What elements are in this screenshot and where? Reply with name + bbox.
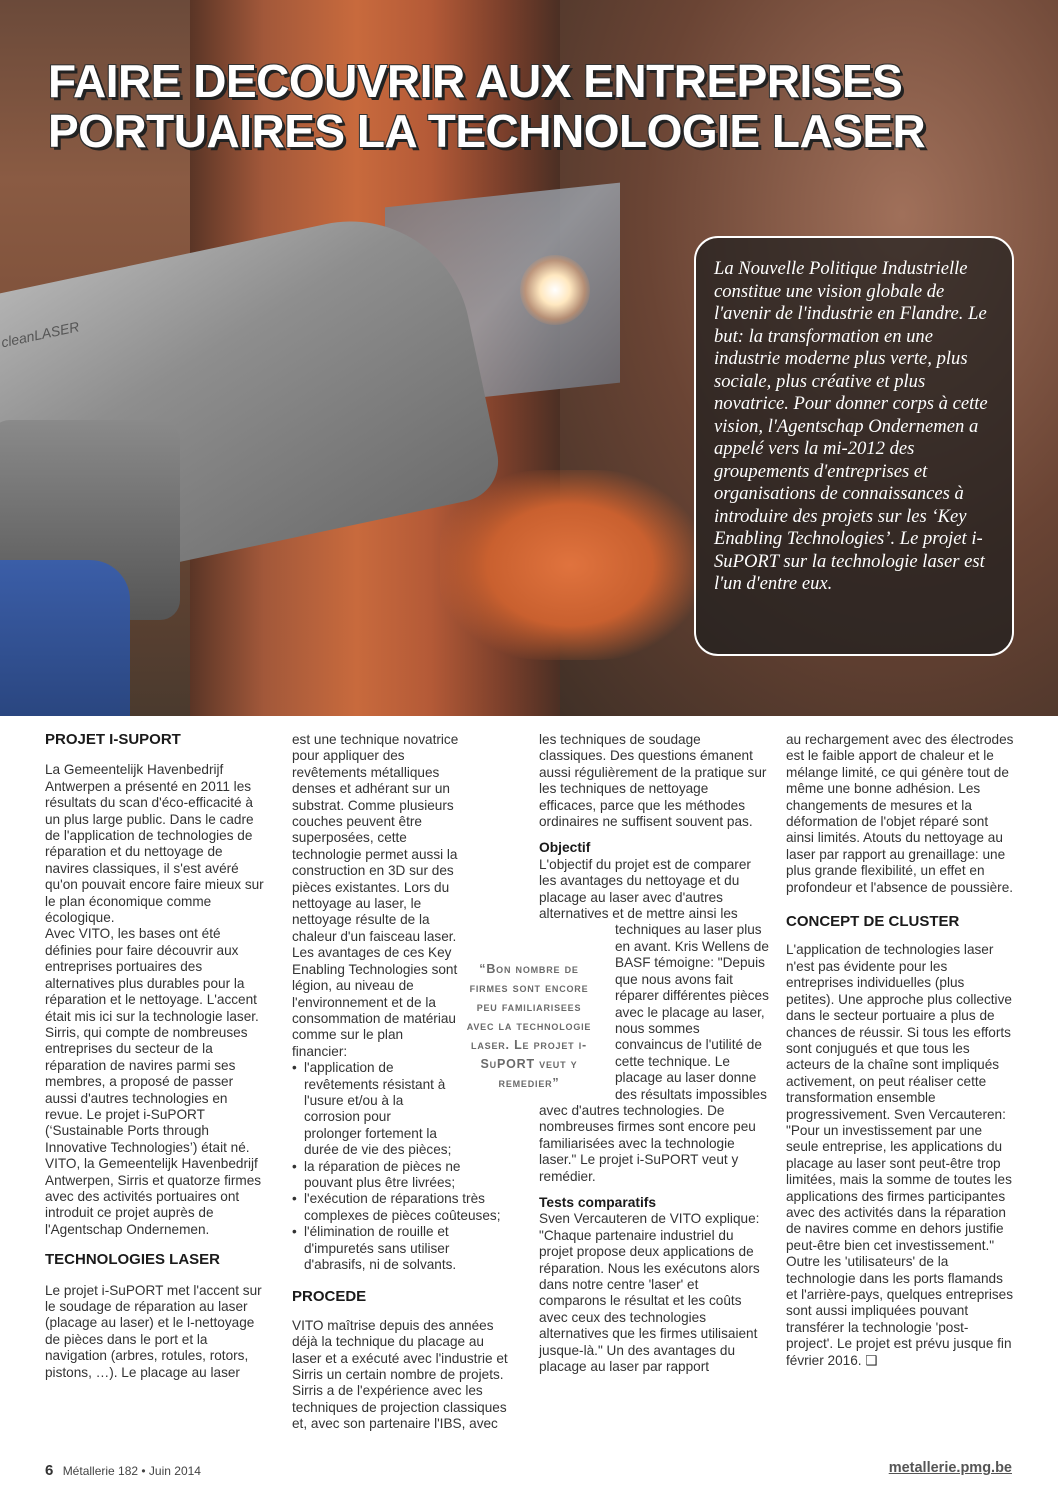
glove (0, 560, 130, 716)
list-item: • la réparation de pièces ne pouvant plus être livrées; (292, 1159, 509, 1192)
column-4 (786, 732, 1014, 1369)
title-line-2: PORTUAIRES LA TECHNOLOGIE LASER (48, 105, 926, 157)
heading-objectif: Objectif (539, 840, 591, 856)
rust-patch (440, 470, 700, 660)
paragraph: avec d'autres technologies. De nombreuses firmes sont encore peu familiarisées avec la technologie laser." Le projet i-SuPORT veut y remédier. (539, 1102, 756, 1184)
pull-quote: “Bon nombre de firmes sont encore peu familiarisees avec la technologie laser. Le projet i-SuPORT veut y remedier” (466, 962, 592, 1090)
callout-text: La Nouvelle Politique Industrielle constitue une vision globale de l'avenir de l'industrie en Flandre. Le but: la transformation en une industrie moderne plus verte, plus sociale, plus créative et plus novatrice. Pour donner corps à cette vision, l'Agentschap Ondernemen a appelé vers la mi-2012 des groupements d'entreprises et organisations de connaissances à introduire des projets sur les ‘Key Enabling Technologies’. Le projet i-SuPORT sur la technologie laser est l'un d'entre eux. (714, 258, 988, 594)
paragraph: Avec VITO, les bases ont été définies pour faire découvrir aux entreprises portuaires des alternatives plus durables pour la réparation et le nettoyage. L'accent était mis ici sur la technologie laser. Sirris, qui compte de nombreuses entreprises du secteur de la réparation de navires parmi ses membres, a proposé de passer aussi d'autres technologies en revue. Le projet i-SuPORT (‘Sustainable Ports through Innovative Technologies’) était né. (45, 926, 259, 1155)
paragraph: VITO maîtrise depuis des années déjà la technique du placage au laser et a exécuté avec l'industrie et Sirris un certain nombre de projets. Sirris a de l'expérience avec les techniques de projection classiques et, avec son partenaire l'IBS, avec (292, 1317, 508, 1432)
paragraph: Le projet i-SuPORT met l'accent sur le soudage de réparation au laser (placage au laser) et le l-nettoyage de pièces dans le port et la navigation (arbres, rotules, rotors, pistons, …). Le placage au laser (45, 1282, 262, 1380)
column-3 (539, 732, 769, 1375)
heading-cluster: CONCEPT DE CLUSTER (786, 913, 960, 931)
paragraph: VITO, la Gemeentelijk Havenbedrijf Antwerpen, Sirris et quatorze firmes avec des activités portuaires ont introduit ce projet auprès de l'Agentschap Ondernemen. (45, 1156, 262, 1237)
heading-tests: Tests comparatifs (539, 1194, 657, 1210)
footer-left (45, 1462, 201, 1479)
paragraph: Sven Vercauteren de VITO explique: "Chaque partenaire industriel du projet propose deux applications de réparation. Nous les exécutons alors dans notre centre 'laser' et comparons le résultat et les coûts avec ceux des technologies alternatives que les firmes utilisaient jusque-là." Un des avantages du placage au laser par rapport (539, 1211, 760, 1375)
heading-projet: PROJET I-SUPORT (45, 731, 181, 748)
column-1 (45, 732, 267, 1381)
heading-technologies: TECHNOLOGIES LASER (45, 1251, 221, 1269)
list-item: • l'exécution de réparations très complexes de pièces coûteuses; (292, 1191, 509, 1224)
title-line-1: FAIRE DECOUVRIR AUX ENTREPRISES (48, 55, 903, 107)
website-link[interactable]: metallerie.pmg.be (888, 1460, 1012, 1476)
paragraph: L'application de technologies laser n'est pas évidente pour les entreprises individuelles (plus petites). Une approche plus collective dans le secteur portuaire a plus de chances de réussir. Si tous les efforts sont conjugués et que tous les acteurs de la chaîne sont impliqués activement, on peut réaliser cette transformation ensemble progressivement. Sven Vercauteren: "Pour un investissement par une seule entreprise, les applications du placage au laser sont peut-être trop limitées, mais la somme de toutes les applications des firmes participantes avec des activités dans la réparation de navires comme en dehors justifie peut-être bien cet investissement." Outre les 'utilisateurs' de la technologie dans les ports flamands et l'arrière-pays, quelques entreprises sont aussi impliquées pouvant transférer la technologie 'post-project'. Le projet est prévu jusque fin février 2016. ❑ (786, 942, 1014, 1368)
intro-callout (694, 236, 1014, 656)
paragraph: au rechargement avec des électrodes est le faible apport de chaleur et le mélange limité, ce qui génère tout de même une bonne adhésion. Les changements de mesures et la déformation de l'objet réparé sont ainsi limités. Atouts du nettoyage au laser par rapport au grenaillage: une plus grande flexibilité, un effet en profondeur et l'absence de poussière. (786, 732, 1014, 895)
list-item: • l'élimination de rouille et d'impuretés sans utiliser d'abrasifs, ni de solvants. (292, 1224, 514, 1273)
list-item: • l'application de revêtements résistant à l'usure et/ou à la corrosion pour prolonger fortement la durée de vie des pièces; (292, 1060, 452, 1158)
paragraph: L'objectif du projet est de comparer les avantages du nettoyage et du placage au laser avec d'autres alternatives et de mettre ainsi les (539, 856, 751, 922)
heading-procede: PROCEDE (292, 1288, 367, 1306)
paragraph: techniques au laser plus en avant. Kris Wellens de BASF témoigne: "Depuis que nous avons fait réparer différentes pièces avec le placage au laser, nous sommes convaincus de l'utilité de cette technique. Le placage au laser donne des résultats impossibles (615, 922, 769, 1102)
paragraph: est une technique novatrice pour appliquer des revêtements métalliques denses et adhérant sur un substrat. Comme plusieurs couches peuvent être superposées, cette technologie permet aussi la construction en 3D sur des pièces existantes. Lors du nettoyage au laser, le nettoyage résulte de la chaleur d'un faisceau laser. Les avantages de ces Key Enabling Technologies sont légion, au niveau de l'environnement et de la consommation de matériau comme sur le plan financier: (292, 732, 459, 1059)
page-title (48, 56, 998, 156)
page-number: 6 (45, 1462, 54, 1479)
brand-logo: cleanLASER (0, 318, 81, 351)
issue-label: Métallerie 182 • Juin 2014 (62, 1464, 201, 1478)
paragraph: La Gemeentelijk Havenbedrijf Antwerpen a présenté en 2011 les résultats du scan d'éco-efficacité à un plus large public. Dans le cadre de l'application de technologies de réparation et du nettoyage de navires classiques, il s'est avéré qu'on pouvait encore faire mieux sur le plan économique comme écologique. (45, 762, 264, 926)
laser-beam (520, 255, 590, 325)
paragraph: les techniques de soudage classiques. Des questions émanent aussi régulièrement de la pratique sur les techniques de nettoyage efficaces, parce que les méthodes ordinaires ne suffisent souvent pas. (539, 732, 767, 830)
benefits-list (292, 1060, 501, 1273)
